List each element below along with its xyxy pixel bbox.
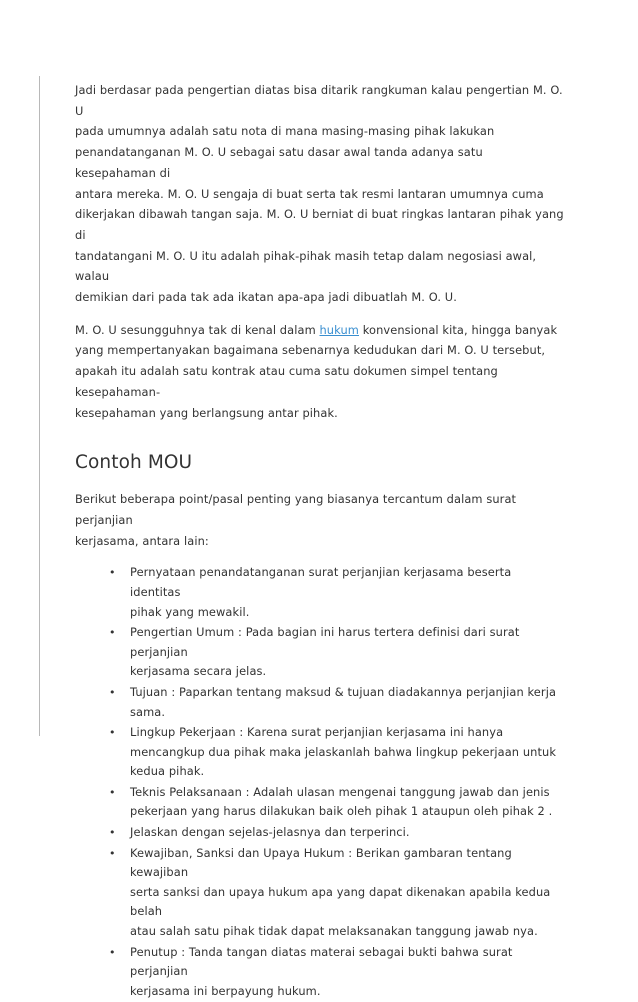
bullet-icon: • [109,626,116,640]
list-item [75,683,565,722]
list-item-text: Pernyataan penandatanganan surat perjanjian kerjasama beserta identitas pihak yang mewakil. [130,565,512,619]
list-item [75,563,565,622]
bullet-icon: • [109,685,116,699]
bullet-icon: • [109,566,116,580]
hukum-link[interactable]: hukum [319,322,359,337]
bullet-icon: • [109,785,116,799]
paragraph-text-before-link: M. O. U sesungguhnya tak di kenal dalam [75,322,320,337]
list-item [75,783,565,822]
list-item-text: Pengertian Umum : Pada bagian ini harus tertera definisi dari surat perjanjian kerjasama secara jelas. [130,625,520,679]
list-item-text: Lingkup Pekerjaan : Karena surat perjanjian kerjasama ini hanya mencangkup dua pihak maka jelaskanlah bahwa lingkup pekerjaan untuk kedua pihak. [130,725,557,779]
bullet-list [75,563,565,1001]
left-margin-rule [39,76,40,736]
list-item [75,623,565,682]
list-item [75,943,565,1002]
bullet-icon: • [109,846,116,860]
list-item [75,823,565,843]
paragraph-intro-points: Berikut beberapa point/pasal penting yang biasanya tercantum dalam surat perjanjian kerjasama, antara lain: [75,492,517,548]
list-item-text: Teknis Pelaksanaan : Adalah ulasan mengenai tanggung jawab dan jenis pekerjaan yang harus dilakukan baik oleh pihak 1 ataupun oleh pihak 2 . [130,784,553,819]
list-item [75,723,565,782]
bullet-icon: • [109,945,116,959]
list-item-text: Penutup : Tanda tangan diatas materai sebagai bukti bahwa surat perjanjian kerjasama ini berpayung hukum. [130,944,513,998]
list-item-text: Jelaskan dengan sejelas-jelasnya dan terperinci. [130,825,410,840]
bullet-icon: • [109,826,116,840]
paragraph-mou-summary: Jadi berdasar pada pengertian diatas bisa ditarik rangkuman kalau pengertian M. O. U pada umumnya adalah satu nota di mana masing-masing pihak lakukan penandatanganan M. O. U sebagai satu dasar awal tanda adanya satu kesepahaman di antara mereka. M. O. U sengaja di buat serta tak resmi lantaran umumnya cuma dikerjakan dibawah tangan saja. M. O. U berniat di buat ringkas lantaran pihak yang di tandatangani M. O. U itu adalah pihak-pihak masih tetap dalam negosiasi awal, walau demikian dari pada tak ada ikatan apa-apa jadi dibuatlah M. O. U. [75,83,564,305]
list-item-text: Kewajiban, Sanksi dan Upaya Hukum : Berikan gambaran tentang kewajiban serta sanksi dan upaya hukum apa yang dapat dikenakan apabila kedua belah atau salah satu pihak tidak dapat melaksanakan tanggung jawab nya. [130,845,551,939]
section-heading-contoh-mou: Contoh MOU [75,452,193,474]
document-body [75,80,565,1002]
paragraph-text-after-link: konvensional kita, hingga banyak yang mempertanyakan bagaimana sebenarnya kedudukan dari M. O. U tersebut, apakah itu adalah satu kontrak atau cuma satu dokumen simpel tentang kesepahaman- kesepahaman yang berlangsung antar pihak. [75,322,558,420]
bullet-icon: • [109,726,116,740]
list-item [75,844,565,942]
list-item-text: Tujuan : Paparkan tentang maksud & tujuan diadakannya perjanjian kerja sama. [130,684,557,719]
paragraph-mou-convention [75,320,565,424]
